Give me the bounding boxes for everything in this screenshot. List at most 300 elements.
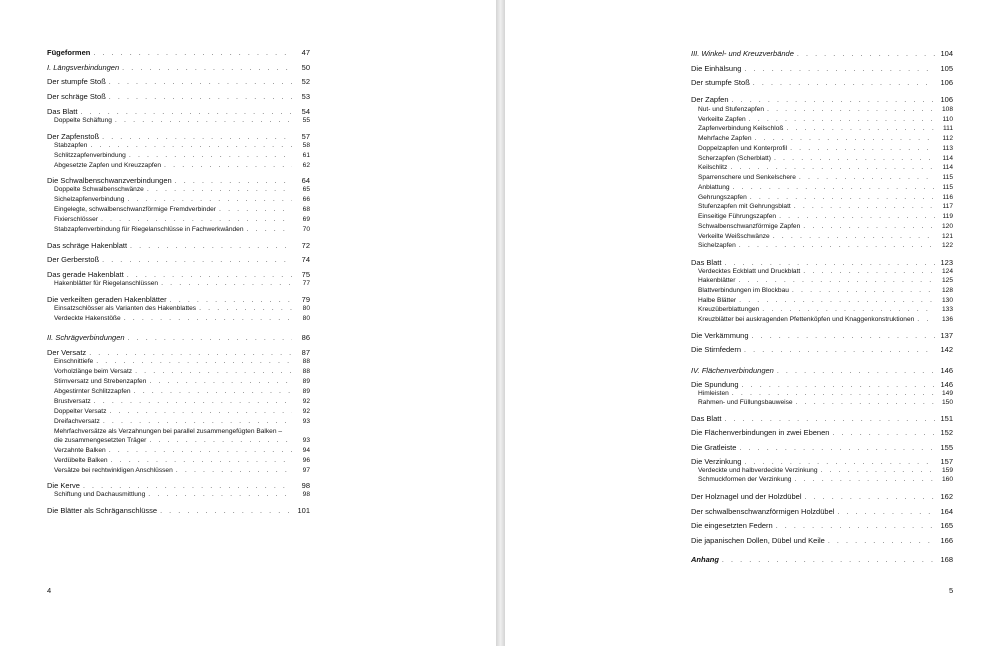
toc-entry-page: 160 [941, 476, 953, 483]
dot-leader [160, 508, 292, 515]
toc-entry [698, 223, 953, 230]
toc-entry [691, 536, 953, 545]
toc-entry-page: 88 [302, 358, 310, 365]
toc-entry-title: Verdecktes Eckblatt und Druckblatt [698, 268, 801, 275]
toc-entry [691, 521, 953, 530]
toc-entry-page: 133 [941, 306, 953, 313]
toc-entry [691, 380, 953, 389]
dot-leader [127, 272, 292, 279]
toc-entry [54, 388, 310, 395]
dot-leader [164, 162, 292, 169]
toc-entry [698, 155, 953, 162]
toc-entry-title: Rahmen- und Füllungsbauweise [698, 399, 793, 406]
toc-entry-page: 125 [941, 277, 953, 284]
toc-entry [691, 258, 953, 267]
dot-leader [796, 399, 935, 406]
dot-leader [724, 260, 935, 267]
dot-leader [790, 145, 935, 152]
toc-entry-page: 128 [941, 287, 953, 294]
toc-entry [691, 443, 953, 452]
right-page [505, 0, 1000, 646]
toc-entry-page: 137 [940, 331, 953, 340]
toc-entry-page: 162 [940, 492, 953, 501]
toc-entry-title: Mehrfache Zapfen [698, 135, 752, 142]
toc-entry-title: Anblattung [698, 184, 730, 191]
toc-entry [698, 476, 953, 483]
dot-leader [762, 306, 935, 313]
dot-leader [109, 447, 292, 454]
toc-entry-title: Doppelzapfen und Konterprofil [698, 145, 788, 152]
toc-entry-page: 111 [942, 125, 953, 132]
dot-leader [767, 106, 935, 113]
toc-entry-page: 105 [940, 64, 953, 73]
toc-entry-title: Verdübelte Balken [54, 457, 108, 464]
toc-entry-title: Der Zapfenstoß [47, 132, 100, 141]
toc-entry-page: 97 [302, 467, 310, 474]
dot-leader [102, 134, 292, 141]
dot-leader [147, 186, 292, 193]
toc-entry-page: 121 [941, 233, 953, 240]
toc-entry [691, 492, 953, 501]
toc-entry-page: 80 [302, 315, 310, 322]
toc-entry [691, 414, 953, 423]
dot-leader [733, 184, 935, 191]
toc-entry [47, 481, 310, 490]
toc-entry [47, 107, 310, 116]
toc-entry [54, 408, 310, 415]
toc-entry-page: 88 [302, 368, 310, 375]
toc-entry [54, 457, 310, 464]
toc-entry [698, 135, 953, 142]
toc-entry-title: Der Gerberstoß [47, 255, 100, 264]
toc-entry-title: Kreuzblätter bei auskragenden Pfettenköpfen und Knaggenkonstruktionen [698, 316, 915, 323]
toc-entry-page: 64 [301, 176, 310, 185]
dot-leader [752, 333, 935, 340]
dot-leader [101, 216, 292, 223]
dot-leader [96, 358, 292, 365]
dot-leader [90, 142, 292, 149]
toc-entry-page: 151 [940, 414, 953, 423]
dot-leader [93, 50, 292, 57]
toc-entry-title: Fixierschlösser [54, 216, 98, 223]
toc-entry-page: 53 [301, 92, 310, 101]
toc-entry-title: Schmuckformen der Verzinkung [698, 476, 792, 483]
toc-entry [54, 368, 310, 375]
dot-leader [170, 297, 292, 304]
toc-entry-title: Brustversatz [54, 398, 91, 405]
dot-leader [776, 523, 935, 530]
toc-entry [47, 270, 310, 279]
toc-entry-title: Das Blatt [691, 258, 722, 267]
dot-leader [792, 287, 935, 294]
toc-entry-page: 159 [941, 467, 953, 474]
toc-entry-page: 98 [301, 481, 310, 490]
toc-entry-title: Die japanischen Dollen, Dübel und Keile [691, 536, 825, 545]
toc-entry-title: Abgesetzte Zapfen und Kreuzzapfen [54, 162, 162, 169]
left-page [0, 0, 496, 646]
toc-entry-title: Sichelzapfenverbindung [54, 196, 125, 203]
toc-entry-title: Der stumpfe Stoß [47, 77, 106, 86]
toc-entry-title: Das schräge Hakenblatt [47, 241, 128, 250]
dot-leader [786, 125, 935, 132]
toc-entry-title: Das Blatt [691, 414, 722, 423]
toc-entry-page: 62 [302, 162, 310, 169]
toc-entry-title: Einseitige Führungszapfen [698, 213, 777, 220]
toc-entry-title: Mehrfachversätze als Verzahnungen bei parallel zusammengefügten Balken – [54, 428, 282, 435]
toc-entry [698, 125, 953, 132]
toc-entry-page: 115 [942, 184, 953, 191]
toc-entry [47, 176, 310, 185]
toc-entry-title: Die Verzinkung [691, 457, 742, 466]
toc-entry [54, 196, 310, 203]
toc-entry-page: 142 [940, 345, 953, 354]
toc-entry-page: 52 [301, 77, 310, 86]
toc-entry [54, 428, 310, 435]
toc-entry-page: 123 [940, 258, 953, 267]
toc-entry-title: Sparrenschere und Senkelschere [698, 174, 796, 181]
toc-entry [691, 95, 953, 104]
toc-entry-page: 94 [302, 447, 310, 454]
toc-entry-title: Halbe Blätter [698, 297, 737, 304]
dot-leader [739, 445, 935, 452]
toc-entry-title: Die Kerve [47, 481, 80, 490]
dot-leader [750, 194, 935, 201]
toc-entry-title: Der stumpfe Stoß [691, 78, 750, 87]
dot-leader [83, 483, 292, 490]
toc-entry-page: 150 [941, 399, 953, 406]
toc-entry-title: Stufenzapfen mit Gehrungsblatt [698, 203, 791, 210]
toc-entry-title: Der schwalbenschwanzförmigen Holzdübel [691, 507, 835, 516]
dot-leader [753, 80, 935, 87]
toc-entry [47, 295, 310, 304]
toc-entry-title: Verkeilte Zapfen [698, 116, 746, 123]
toc-entry [698, 390, 953, 397]
dot-leader [732, 97, 935, 104]
toc-entry [698, 316, 953, 323]
toc-entry-title: Dreifachversatz [54, 418, 100, 425]
toc-entry-page: 114 [942, 155, 953, 162]
toc-entry-page: 58 [302, 142, 310, 149]
dot-leader [804, 494, 935, 501]
toc-entry-page: 106 [940, 78, 953, 87]
book-gutter [496, 0, 505, 646]
toc-entry-page: 164 [940, 507, 953, 516]
dot-leader [175, 178, 292, 185]
toc-entry-page: 136 [941, 316, 953, 323]
toc-entry [54, 398, 310, 405]
toc-entry-title: Schwalbenschwanzförmige Zapfen [698, 223, 801, 230]
toc-entry-page: 70 [302, 226, 310, 233]
toc-entry [698, 306, 953, 313]
toc-entry-page: 146 [940, 380, 953, 389]
toc-entry [54, 226, 310, 233]
toc-entry [47, 506, 310, 515]
toc-entry-title: Anhang [691, 555, 719, 564]
toc-entry-page: 146 [940, 366, 953, 375]
dot-leader [102, 257, 292, 264]
toc-entry [54, 117, 310, 124]
toc-entry [698, 213, 953, 220]
dot-leader [80, 109, 292, 116]
toc-entry [47, 255, 310, 264]
toc-entry-title: Hakenblätter [698, 277, 736, 284]
toc-entry [54, 358, 310, 365]
toc-entry-title: Abgestirnter Schlitzzapfen [54, 388, 131, 395]
toc-entry-page: 65 [302, 186, 310, 193]
toc-entry [691, 345, 953, 354]
dot-leader [774, 155, 935, 162]
toc-entry [54, 216, 310, 223]
toc-entry-page: 86 [301, 333, 310, 342]
toc-entry [691, 331, 953, 340]
dot-leader [821, 467, 936, 474]
toc-entry-title: Der Zapfen [691, 95, 729, 104]
toc-entry-page: 92 [302, 408, 310, 415]
toc-entry-page: 166 [940, 536, 953, 545]
dot-leader [129, 152, 292, 159]
toc-entry-page: 89 [302, 388, 310, 395]
toc-entry [54, 491, 310, 498]
dot-leader [803, 268, 935, 275]
toc-entry-title: Verdeckte Hakenstöße [54, 315, 121, 322]
toc-entry [47, 92, 310, 101]
toc-entry-title: die zusammengesetzten Träger [54, 437, 147, 444]
toc-entry [54, 418, 310, 425]
toc-entry-page: 120 [941, 223, 953, 230]
toc-entry-title: Schiftung und Dachausmittlung [54, 491, 146, 498]
toc-entry-page: 72 [301, 241, 310, 250]
toc-entry-page: 101 [297, 506, 310, 515]
toc-entry [47, 132, 310, 141]
dot-leader [742, 382, 935, 389]
toc-entry [698, 233, 953, 240]
dot-leader [149, 437, 292, 444]
toc-entry-page: 55 [302, 117, 310, 124]
toc-entry [698, 268, 953, 275]
dot-leader [799, 174, 935, 181]
dot-leader [109, 79, 292, 86]
toc-entry-page: 80 [302, 305, 310, 312]
toc-entry-title: Die Einhälsung [691, 64, 742, 73]
toc-entry-title: Gehrungszapfen [698, 194, 747, 201]
toc-entry [698, 203, 953, 210]
toc-entry-title: Doppelte Schäftung [54, 117, 112, 124]
toc-entry-page: 165 [940, 521, 953, 530]
toc-entry-page: 168 [940, 555, 953, 564]
toc-entry [54, 315, 310, 322]
dot-leader [803, 223, 935, 230]
toc-entry-title: Stirnversatz und Strebenzapfen [54, 378, 147, 385]
dot-leader [115, 117, 292, 124]
toc-entry-title: Die Flächenverbindungen in zwei Ebenen [691, 428, 830, 437]
toc-entry-page: 79 [301, 295, 310, 304]
toc-entry-title: Schlitzzapfenverbindung [54, 152, 126, 159]
dot-leader [89, 350, 292, 357]
toc-entry-page: 106 [940, 95, 953, 104]
toc-entry-title: I. Längsverbindungen [47, 63, 120, 72]
toc-entry [698, 145, 953, 152]
toc-entry [698, 106, 953, 113]
dot-leader [779, 213, 935, 220]
toc-entry-title: Versätze bei rechtwinkligen Anschlüssen [54, 467, 173, 474]
dot-leader [738, 277, 935, 284]
toc-entry-title: Die Stirnfedern [691, 345, 742, 354]
toc-entry-title: Die Spundung [691, 380, 739, 389]
dot-leader [794, 203, 935, 210]
toc-entry [691, 555, 953, 564]
toc-entry [691, 428, 953, 437]
toc-entry-page: 50 [301, 63, 310, 72]
dot-leader [730, 164, 935, 171]
toc-entry-title: Stabzapfenverbindung für Riegelanschlüsse in Fachwerkwänden [54, 226, 244, 233]
toc-entry-page: 124 [941, 268, 953, 275]
toc-entry-page: 68 [302, 206, 310, 213]
toc-entry [691, 366, 953, 375]
dot-leader [773, 233, 935, 240]
toc-entry-page: 87 [301, 348, 310, 357]
toc-entry-page: 122 [941, 242, 953, 249]
toc-entry [698, 467, 953, 474]
toc-entry-page: 57 [301, 132, 310, 141]
toc-entry-page: 66 [302, 196, 310, 203]
toc-entry [47, 333, 310, 342]
toc-entry [698, 164, 953, 171]
toc-entry-page: 112 [942, 135, 953, 142]
dot-leader [128, 335, 292, 342]
toc-entry-title: Verzahnte Balken [54, 447, 106, 454]
toc-entry-page: 116 [942, 194, 953, 201]
toc-entry-title: Einschnittiefe [54, 358, 94, 365]
toc-entry-title: Sichelzapfen [698, 242, 736, 249]
dot-leader [744, 347, 935, 354]
dot-leader [109, 94, 292, 101]
dot-leader [127, 196, 292, 203]
toc-entry-title: Zapfenverbindung Keilschloß [698, 125, 784, 132]
toc-entry-page: 93 [302, 437, 310, 444]
dot-leader [828, 538, 935, 545]
toc-entry [47, 48, 310, 57]
toc-entry-page: 117 [942, 203, 953, 210]
page-number: 4 [47, 586, 52, 595]
dot-leader [219, 206, 292, 213]
dot-leader [161, 280, 292, 287]
dot-leader [134, 388, 292, 395]
dot-leader [722, 557, 935, 564]
toc-entry [691, 457, 953, 466]
dot-leader [755, 135, 935, 142]
toc-entry [691, 507, 953, 516]
toc-entry-page: 104 [940, 49, 953, 58]
toc-entry-title: Die Blätter als Schräganschlüsse [47, 506, 158, 515]
toc-entry-title: Kreuzüberblattungen [698, 306, 760, 313]
toc-entry [698, 174, 953, 181]
dot-leader [111, 457, 292, 464]
toc-entry-title: Einsatzschlösser als Varianten des Hakenblattes [54, 305, 197, 312]
toc-entry-page: 54 [301, 107, 310, 116]
toc-entry-page: 110 [942, 116, 953, 123]
toc-entry-title: Himleisten [698, 390, 729, 397]
toc-entry-title: Die verkeilten geraden Hakenblätter [47, 295, 167, 304]
toc-entry [691, 49, 953, 58]
toc-entry-title: Nut- und Stufenzapfen [698, 106, 764, 113]
dot-leader [724, 416, 935, 423]
dot-leader [149, 378, 292, 385]
dot-leader [130, 243, 292, 250]
toc-entry-page: 93 [302, 418, 310, 425]
toc-entry-title: Das Blatt [47, 107, 78, 116]
dot-leader [135, 368, 292, 375]
toc-entry-title: Keilschlitz [698, 164, 728, 171]
dot-leader [148, 491, 292, 498]
dot-leader [744, 459, 935, 466]
toc-entry-title: Verdeckte und halbverdeckte Verzinkung [698, 467, 818, 474]
toc-entry [691, 78, 953, 87]
dot-leader [744, 66, 935, 73]
dot-leader [176, 467, 292, 474]
toc-entry [691, 64, 953, 73]
toc-entry-page: 114 [942, 164, 953, 171]
dot-leader [777, 368, 935, 375]
toc-entry-title: Eingelegte, schwalbenschwanzförmige Fremdverbinder [54, 206, 216, 213]
toc-entry-title: Scherzapfen (Scherblatt) [698, 155, 771, 162]
toc-entry [698, 287, 953, 294]
toc-entry [54, 152, 310, 159]
dot-leader [122, 65, 292, 72]
toc-entry [54, 162, 310, 169]
dot-leader [794, 476, 935, 483]
dot-leader [732, 390, 935, 397]
toc-entry [698, 399, 953, 406]
toc-entry [47, 348, 310, 357]
toc-entry-page: 92 [302, 398, 310, 405]
dot-leader [199, 305, 292, 312]
toc-entry [54, 447, 310, 454]
toc-entry [698, 242, 953, 249]
toc-entry [54, 437, 310, 444]
dot-leader [797, 51, 935, 58]
toc-entry [698, 116, 953, 123]
toc-entry-page: 89 [302, 378, 310, 385]
dot-leader [917, 316, 935, 323]
toc-entry-page: 157 [940, 457, 953, 466]
toc-entry-page: 152 [940, 428, 953, 437]
toc-entry-title: Die Verkämmung [691, 331, 749, 340]
toc-entry [54, 467, 310, 474]
toc-entry-page: 155 [940, 443, 953, 452]
toc-entry-page: 119 [942, 213, 953, 220]
toc-entry-title: Der Holznagel und der Holzdübel [691, 492, 802, 501]
toc-entry-title: Der schräge Stoß [47, 92, 106, 101]
dot-leader [837, 509, 935, 516]
toc-entry [698, 194, 953, 201]
toc-entry [698, 184, 953, 191]
dot-leader [832, 430, 935, 437]
toc-entry-title: Das gerade Hakenblatt [47, 270, 124, 279]
dot-leader [749, 116, 935, 123]
toc-entry-title: Hakenblätter für Riegelanschlüssen [54, 280, 159, 287]
toc-entry-title: Stabzapfen [54, 142, 88, 149]
dot-leader [739, 297, 935, 304]
toc-entry-title: Die eingesetzten Federn [691, 521, 773, 530]
toc-entry-title: Blattverbindungen im Blockbau [698, 287, 789, 294]
toc-entry-title: Fügeformen [47, 48, 91, 57]
toc-entry-title: Die Gratleiste [691, 443, 737, 452]
toc-entry-page: 75 [301, 270, 310, 279]
toc-entry-page: 115 [942, 174, 953, 181]
toc-entry-page: 74 [301, 255, 310, 264]
toc-entry-page: 98 [302, 491, 310, 498]
toc-entry-page: 108 [941, 106, 953, 113]
